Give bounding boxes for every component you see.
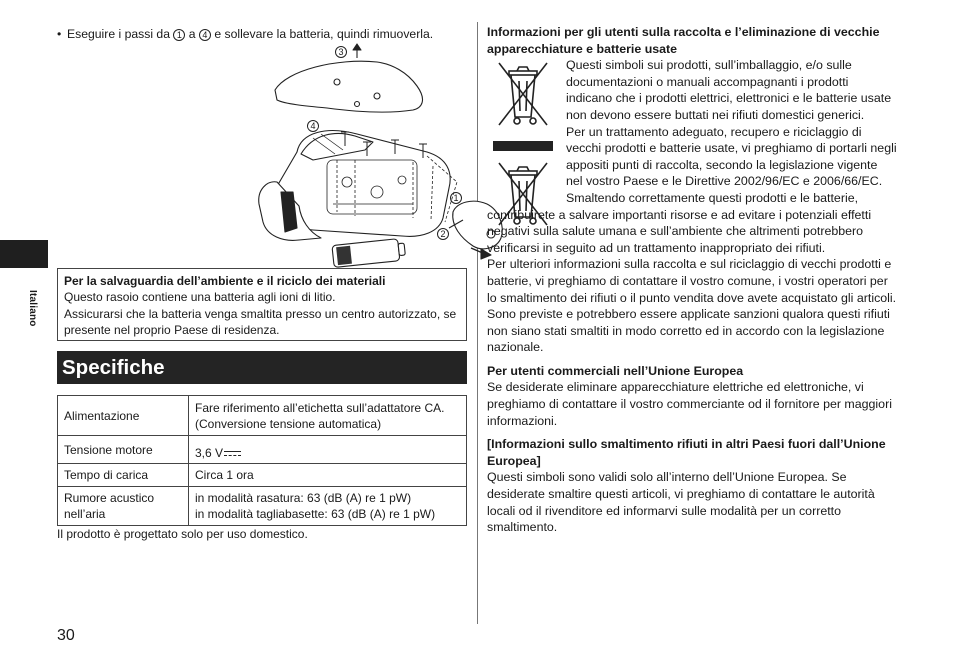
step-number: 4 [199, 29, 211, 41]
disposal-symbols-block [487, 57, 897, 206]
spec-value: in modalità rasatura: 63 (dB (A) re 1 pW) in modalità tagliabasette: 63 (dB (A) re 1 pW) [189, 487, 467, 526]
step-number: 4 [307, 120, 319, 132]
disposal-info-title: Informazioni per gli utenti sulla raccolta e l’eliminazione di vecchie apparecchiature e batterie usate [487, 25, 880, 56]
step-number: 1 [173, 29, 185, 41]
step-number: 2 [437, 228, 449, 240]
step-number: 3 [335, 46, 347, 58]
disposal-paragraph: Per ulteriori informazioni sulla raccolta e sul riciclaggio di vecchi prodotti e batterie, vi preghiamo di contattare il vostro comune, i vostri operatori per lo smaltimento dei rifiuti o il punto vendita dove avete acquistato gli articoli. [487, 257, 897, 305]
spec-label: Alimentazione [58, 396, 189, 436]
business-users-title: Per utenti commerciali nell’Unione Europea [487, 363, 744, 378]
crossed-bin-icon [493, 59, 553, 129]
spec-label: Tempo di carica [58, 464, 189, 487]
step-number: 1 [450, 192, 462, 204]
left-column [57, 26, 467, 541]
language-tab-marker [0, 240, 48, 268]
spec-label: Tensione motore [58, 436, 189, 464]
spec-label: Rumore acustico nell’aria [58, 487, 189, 526]
disposal-paragraph: Sono previste e potrebbero essere applicate sanzioni qualora questi rifiuti non siano stati smaltiti in modo corretto ed in accordo con la legislazione nazionale. [487, 307, 890, 355]
table-row [58, 396, 467, 436]
environment-notice-box [57, 268, 467, 341]
business-users-text: Se desiderate eliminare apparecchiature elettriche ed elettroniche, vi preghiamo di contattare il vostro commerciante od il fornitore per maggiori informazioni. [487, 380, 892, 428]
table-row [58, 464, 467, 487]
specifications-heading: Specifiche [57, 351, 467, 384]
environment-notice-title: Per la salvaguardia dell’ambiente e il riciclo dei materiali [64, 274, 386, 288]
battery-removal-illustration [217, 42, 527, 276]
crossed-bin-icon [493, 159, 553, 229]
disposal-paragraph: Smaltendo correttamente questi prodotti e le batterie, [566, 190, 859, 205]
page-number: 30 [57, 627, 75, 644]
specifications-table [57, 395, 467, 526]
spec-value: 3,6 V [189, 436, 467, 464]
disposal-paragraph: Per un trattamento adeguato, recupero e riciclaggio di vecchi prodotti e batterie usate, vi preghiamo di portarli negli appositi punti di raccolta, secondo la legislazione vigente nel vostro Paese e le Direttive 2002/96/EC e 2006/66/EC. [566, 124, 897, 189]
outside-eu-text: Questi simboli sono validi solo all’interno dell’Unione Europea. Se desiderate smaltire questi articoli, vi preghiamo di contattare le autorità locali od il rivenditore ed informarvi sulle modalità per un corretto smaltimento. [487, 470, 875, 535]
environment-notice-text: Assicurarsi che la batteria venga smaltita presso un centro autorizzato, se presente nel proprio Paese di residenza. [64, 306, 457, 338]
table-row [58, 436, 467, 464]
black-bar-icon [493, 141, 553, 151]
spec-value: Circa 1 ora [189, 464, 467, 487]
right-column [487, 24, 897, 536]
spec-value: Fare riferimento all’etichetta sull’adattatore CA. (Conversione tensione automatica) [189, 396, 467, 436]
direct-current-icon [224, 450, 241, 457]
disposal-paragraph: Questi simboli sui prodotti, sull’imballaggio, e/o sulle documentazioni o manuali accompagnanti i prodotti indicano che i prodotti elettrici, elettronici e le batterie usate non devono essere buttati nei rifiuti domestici generici. [566, 58, 892, 122]
outside-eu-title: [Informazioni sullo smaltimento rifiuti in altri Paesi fuori dall’Unione Europea] [487, 437, 886, 468]
environment-notice-text: Questo rasoio contiene una batteria agli ioni di litio. [64, 290, 336, 305]
language-label: Italiano [27, 290, 38, 327]
table-row [58, 487, 467, 526]
domestic-use-note: Il prodotto è progettato solo per uso domestico. [57, 527, 308, 541]
battery-removal-instruction: • Eseguire i passi da 1 a 4 e sollevare la batteria, quindi rimuoverla. [57, 27, 434, 41]
disposal-paragraph: contribuirete a salvare importanti risorse e ad evitare i potenziali effetti negativi sulla salute umana e sull’ambiente che altrimenti potrebbero verificarsi in seguito ad un trattamento inappropriato dei rifiuti. [487, 207, 872, 255]
